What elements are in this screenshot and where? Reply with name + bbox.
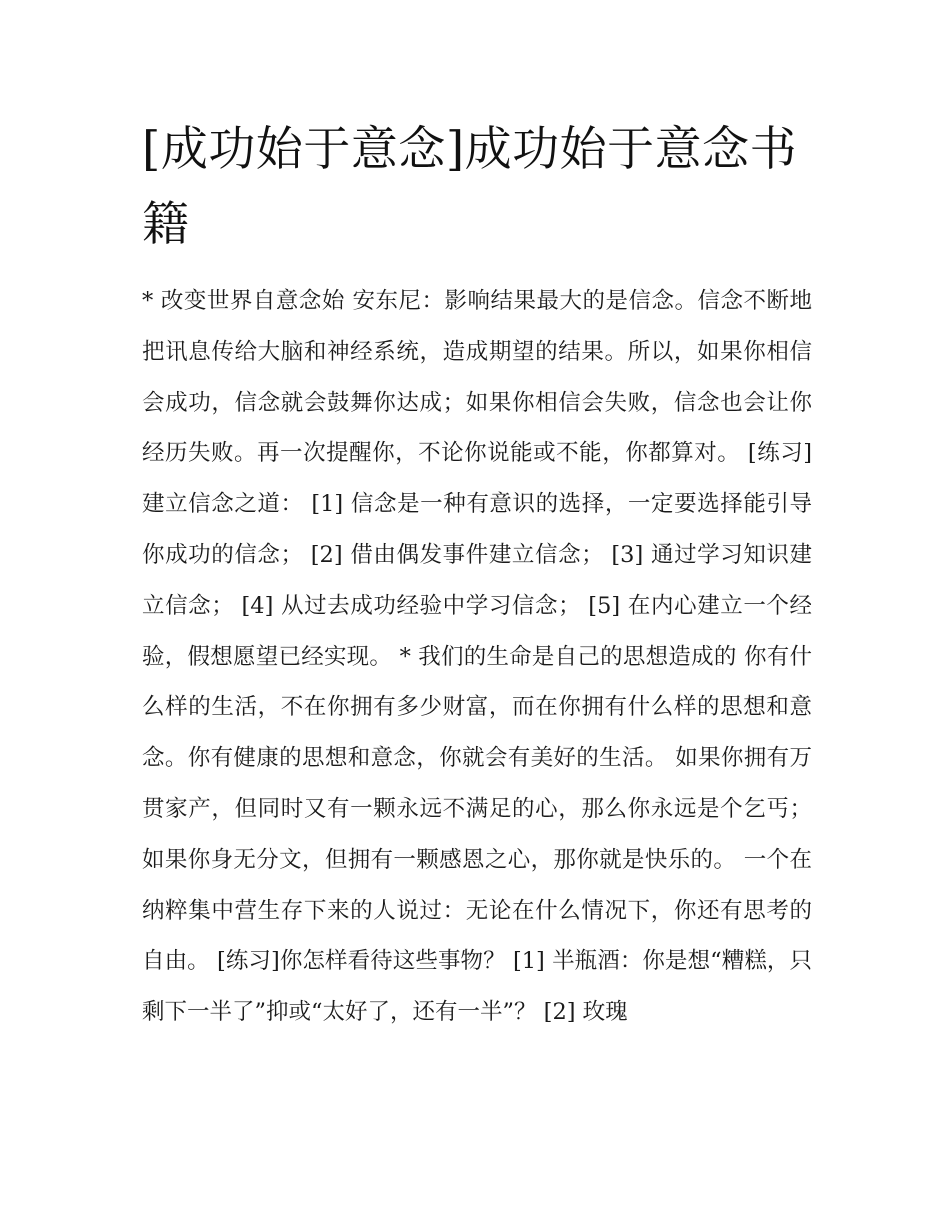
- document-body-paragraph: * 改变世界自意念始 安东尼：影响结果最大的是信念。信念不断地把讯息传给大脑和神经系统，造成期望的结果。所以，如果你相信会成功，信念就会鼓舞你达成；如果你相信会失败，信念也会让你经历失败。再一次提醒你，不论你说能或不能，你都算对。 [练习]建立信念之道： [1] 信念是一种有意识的选择，一定要选择能引导你成功的信念； [2] 借由偶发事件建立信念； [3] 通过学习知识建立信念； [4] 从过去成功经验中学习信念； [5] 在内心建立一个经验，假想愿望已经实现。 * 我们的生命是自己的思想造成的 你有什么样的生活，不在你拥有多少财富，而在你拥有什么样的思想和意念。你有健康的思想和意念，你就会有美好的生活。 如果你拥有万贯家产，但同时又有一颗永远不满足的心，那么你永远是个乞丐；如果你身无分文，但拥有一颗感恩之心，那你就是快乐的。 一个在纳粹集中营生存下来的人说过：无论在什么情况下，你还有思考的自由。 [练习]你怎样看待这些事物？ [1] 半瓶酒：你是想“糟糕，只剩下一半了”抑或“太好了，还有一半”？ [2] 玫瑰: [142, 288, 812, 1026]
- document-title: [成功始于意念]成功始于意念书籍: [142, 122, 798, 252]
